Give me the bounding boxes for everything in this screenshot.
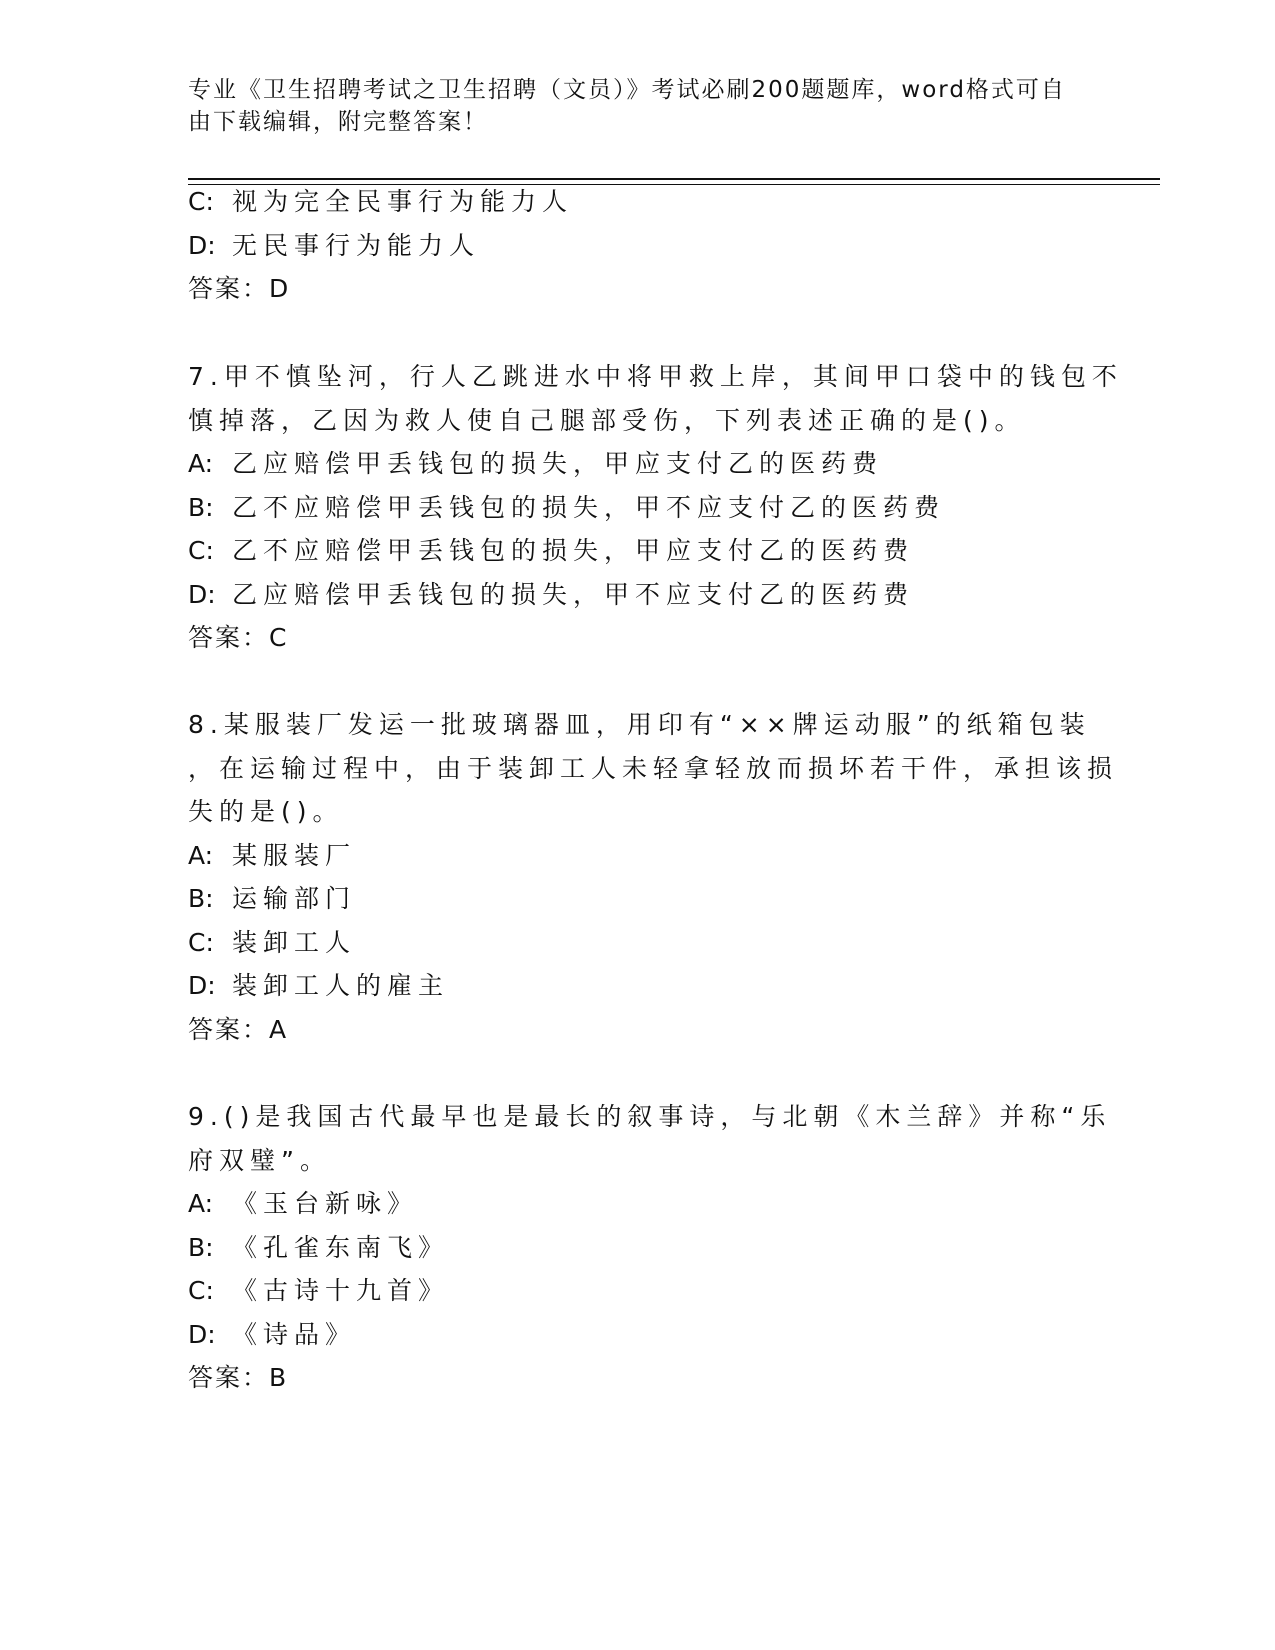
question-stem-line: 8.某服装厂发运一批玻璃器皿，用印有“××牌运动服”的纸箱包装 — [188, 710, 1091, 739]
option-d — [188, 579, 914, 611]
option-text: 运输部门 — [232, 884, 357, 913]
answer-line: 答案：A — [188, 1015, 289, 1044]
option-letter: C: — [188, 1276, 214, 1305]
option-text: 《诗品》 — [232, 1320, 357, 1349]
option-text: 装卸工人 — [232, 928, 357, 957]
option-letter: D: — [188, 231, 216, 260]
option-text: 《孔雀东南飞》 — [232, 1233, 450, 1262]
option-letter: C: — [188, 187, 214, 216]
option-a — [188, 840, 356, 872]
option-letter: C: — [188, 536, 214, 565]
option-text: 无民事行为能力人 — [232, 231, 481, 260]
option-letter: C: — [188, 928, 214, 957]
question-stem-line: 慎掉落，乙因为救人使自己腿部受伤，下列表述正确的是()。 — [188, 406, 1026, 435]
option-c — [188, 535, 914, 567]
option-text: 某服装厂 — [232, 841, 357, 870]
option-c — [188, 927, 356, 959]
option-letter: A: — [188, 449, 214, 478]
question-stem-line: 府双璧”。 — [188, 1146, 331, 1175]
option-d — [188, 970, 449, 1002]
question-stem-line: 9.()是我国古代最早也是最长的叙事诗，与北朝《木兰辞》并称“乐 — [188, 1102, 1112, 1131]
answer-line: 答案：D — [188, 274, 291, 303]
option-letter: A: — [188, 841, 214, 870]
option-text: 《玉台新咏》 — [232, 1189, 419, 1218]
option-c — [188, 186, 573, 218]
option-text: 乙不应赔偿甲丢钱包的损失，甲不应支付乙的医药费 — [232, 493, 946, 522]
answer-line: 答案：C — [188, 623, 289, 652]
question-stem-line: 7.甲不慎坠河，行人乙跳进水中将甲救上岸，其间甲口袋中的钱包不 — [188, 362, 1123, 391]
option-b — [188, 492, 945, 524]
question-stem-line: ，在运输过程中，由于装卸工人未轻拿轻放而损坏若干件，承担该损 — [188, 754, 1119, 783]
option-d — [188, 1319, 356, 1351]
option-b — [188, 1232, 449, 1264]
option-a — [188, 448, 883, 480]
option-text: 视为完全民事行为能力人 — [232, 187, 574, 216]
option-d — [188, 230, 480, 262]
option-text: 装卸工人的雇主 — [232, 971, 450, 1000]
answer-line: 答案：B — [188, 1363, 289, 1392]
document-header: 专业《卫生招聘考试之卫生招聘（文员）》考试必刷200题题库，word格式可自由下载编辑，附完整答案！ — [188, 77, 1066, 135]
option-letter: B: — [188, 1233, 214, 1262]
option-letter: D: — [188, 971, 216, 1000]
option-text: 《古诗十九首》 — [232, 1276, 450, 1305]
option-text: 乙不应赔偿甲丢钱包的损失，甲应支付乙的医药费 — [232, 536, 915, 565]
option-letter: D: — [188, 1320, 216, 1349]
option-c — [188, 1275, 449, 1307]
header-divider-thick — [188, 178, 1160, 180]
option-letter: B: — [188, 493, 214, 522]
option-letter: B: — [188, 884, 214, 913]
header-divider-thin — [188, 184, 1160, 185]
option-text: 乙应赔偿甲丢钱包的损失，甲应支付乙的医药费 — [232, 449, 884, 478]
option-letter: D: — [188, 580, 216, 609]
option-text: 乙应赔偿甲丢钱包的损失，甲不应支付乙的医药费 — [232, 580, 915, 609]
option-letter: A: — [188, 1189, 214, 1218]
question-stem-line: 失的是()。 — [188, 797, 344, 826]
option-b — [188, 883, 356, 915]
option-a — [188, 1188, 418, 1220]
